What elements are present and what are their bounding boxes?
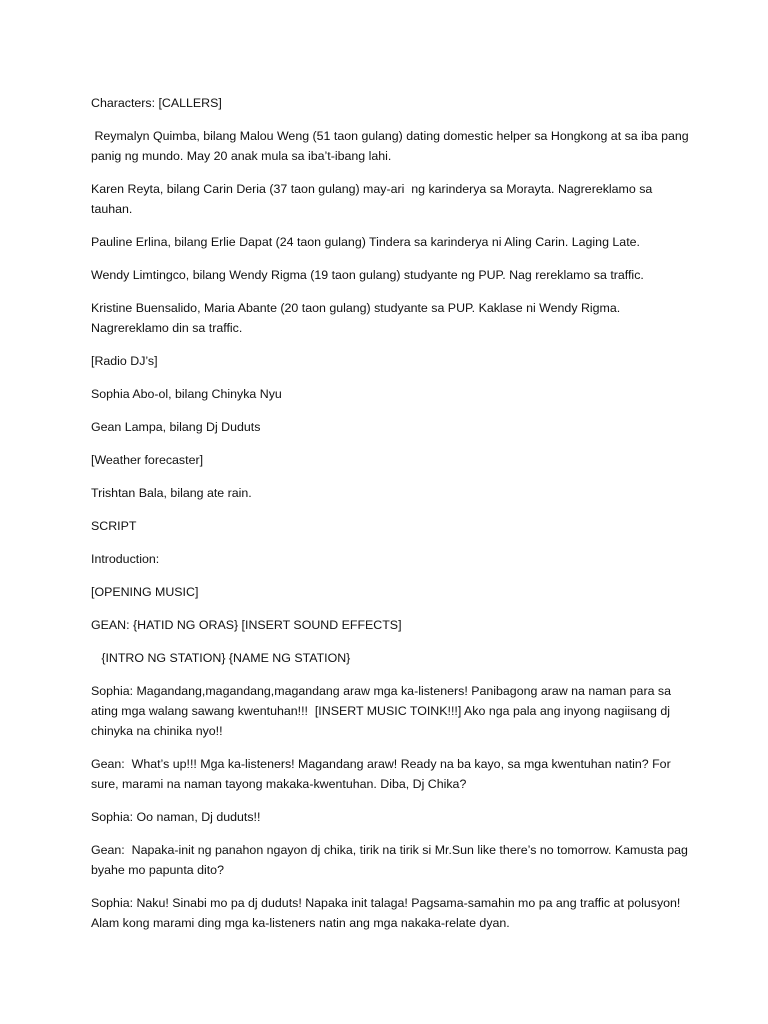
paragraph-dj-sophia: Sophia Abo-ol, bilang Chinyka Nyu: [91, 387, 282, 401]
paragraph-gean-1: Gean: What’s up!!! Mga ka-listeners! Magandang araw! Ready na ba kayo, sa mga kwentuhan natin? For sure, marami na naman tayong makaka-kwentuhan. Diba, Dj Chika?: [91, 757, 675, 791]
paragraph-caller-wendy: Wendy Limtingco, bilang Wendy Rigma (19 taon gulang) studyante ng PUP. Nag rereklamo sa traffic.: [91, 268, 644, 282]
paragraph-sophia-3: Sophia: Naku! Sinabi mo pa dj duduts! Napaka init talaga! Pagsama-samahin mo pa ang traffic at polusyon! Alam kong marami ding mga ka-listeners natin ang mga nakaka-relate dyan.: [91, 896, 684, 930]
paragraph-introduction: Introduction:: [91, 552, 160, 566]
paragraph-weather-heading: [Weather forecaster]: [91, 453, 204, 467]
paragraph-opening-music: [OPENING MUSIC]: [91, 585, 199, 599]
paragraph-sophia-2: Sophia: Oo naman, Dj duduts!!: [91, 810, 261, 824]
paragraph-caller-kristine: Kristine Buensalido, Maria Abante (20 taon gulang) studyante sa PUP. Kaklase ni Wendy Rigma. Nagrereklamo din sa traffic.: [91, 301, 624, 335]
paragraph-characters-heading: Characters: [CALLERS]: [91, 96, 222, 110]
paragraph-caller-karen: Karen Reyta, bilang Carin Deria (37 taon gulang) may-ari ng karinderya sa Morayta. Nagrereklamo sa tauhan.: [91, 182, 656, 216]
paragraph-caller-reymalyn: Reymalyn Quimba, bilang Malou Weng (51 taon gulang) dating domestic helper sa Hongkong at sa iba pang panig ng mundo. May 20 anak mula sa iba’t-ibang lahi.: [91, 129, 693, 163]
paragraph-gean-2: Gean: Napaka-init ng panahon ngayon dj chika, tirik na tirik si Mr.Sun like there’s no tomorrow. Kamusta pag byahe mo papunta dito?: [91, 843, 692, 877]
paragraph-weather-trishtan: Trishtan Bala, bilang ate rain.: [91, 486, 252, 500]
paragraph-sophia-1: Sophia: Magandang,magandang,magandang araw mga ka-listeners! Panibagong araw na naman para sa ating mga walang sawang kwentuhan!!! [INSERT MUSIC TOINK!!!] Ako nga pala ang inyong nagiisang dj chinyka na chinika nyo!!: [91, 684, 675, 738]
script-document: [91, 93, 691, 946]
paragraph-dj-gean: Gean Lampa, bilang Dj Duduts: [91, 420, 261, 434]
paragraph-gean-hatid: GEAN: {HATID NG ORAS} [INSERT SOUND EFFECTS]: [91, 618, 402, 632]
paragraph-radio-djs-heading: [Radio DJ’s]: [91, 354, 158, 368]
paragraph-caller-pauline: Pauline Erlina, bilang Erlie Dapat (24 taon gulang) Tindera sa karinderya ni Aling Carin. Laging Late.: [91, 235, 640, 249]
paragraph-script-heading: SCRIPT: [91, 519, 137, 533]
paragraph-intro-station: {INTRO NG STATION} {NAME NG STATION}: [91, 651, 351, 665]
